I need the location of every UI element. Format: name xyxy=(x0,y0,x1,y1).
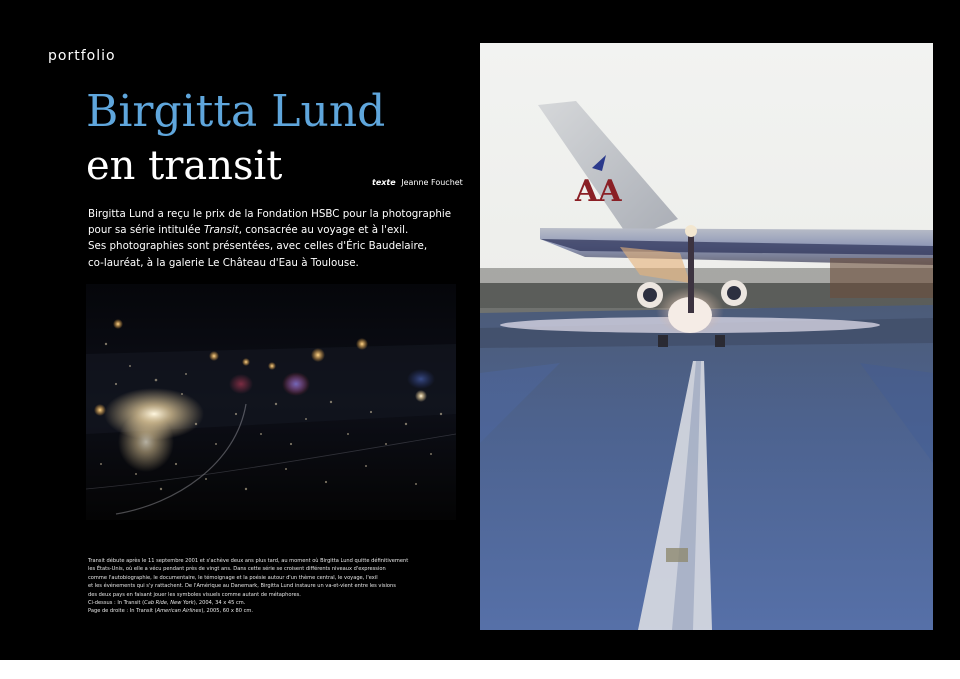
lead-text: pour sa série intitulée xyxy=(88,224,204,237)
lead-line: co-lauréat, à la galerie Le Château d'Eau à Toulouse. xyxy=(88,256,359,269)
caption-text: ), 2004, 34 x 45 cm. xyxy=(193,600,246,607)
author-credit xyxy=(372,178,463,187)
lead-line: Ses photographies sont présentées, avec celles d'Éric Baudelaire, xyxy=(88,240,428,253)
section-label: portfolio xyxy=(48,48,116,64)
headline-name: Birgitta Lund xyxy=(86,86,386,137)
lead-line: Birgitta Lund a reçu le prix de la Fondation HSBC pour la photographie xyxy=(88,208,452,220)
page-bottom-margin xyxy=(0,660,960,679)
lead-line xyxy=(88,222,460,238)
body-text-line: des deux pays en faisant jouer les symboles visuels comme autant de métaphores. xyxy=(88,591,301,598)
lead-paragraph xyxy=(88,206,460,271)
credit-label: texte xyxy=(372,178,396,187)
caption-right-page xyxy=(88,607,460,615)
airport-tarmac-image xyxy=(480,43,933,630)
headline-subtitle: en transit xyxy=(86,143,283,189)
photo-cab-ride-night xyxy=(86,284,456,520)
body-text-line: les États-Unis, où elle a vécu pendant près de vingt ans. Dans cette série se croisent différents niveaux d'expression xyxy=(88,566,386,573)
caption-text: ), 2005, 60 x 80 cm. xyxy=(201,608,253,615)
caption-italic: Cab Ride, New York xyxy=(144,600,194,607)
body-text-line: comme l'autobiographie, le documentaire, le témoignage et la poésie autour d'un thème central, le voyage, l'exil xyxy=(88,574,378,581)
lead-series-title: Transit xyxy=(203,224,239,237)
night-window-image xyxy=(86,284,456,520)
photo-american-airlines xyxy=(480,43,933,630)
body-text-line: et les événements qui s'y rattachent. De l'Amérique au Danemark, Birgitta Lund instaure un va-et-vient entre les visions xyxy=(88,583,396,590)
body-text-line: Transit débute après le 11 septembre 2001 et s'achève deux ans plus tard, au moment où Birgitta Lund quitte définitivement xyxy=(88,558,409,564)
caption-italic: American Airlines xyxy=(156,608,202,615)
credit-author: Jeanne Fouchet xyxy=(401,178,463,187)
tail-logo: AA xyxy=(575,174,622,209)
captions-block xyxy=(88,557,460,616)
left-page xyxy=(0,0,470,660)
lead-text: , consacrée au voyage et à l'exil. xyxy=(238,224,409,237)
caption-text: Page de droite : In Transit ( xyxy=(88,608,157,615)
caption-text: Ci-dessus : In Transit ( xyxy=(88,600,145,607)
caption-above xyxy=(88,599,460,607)
